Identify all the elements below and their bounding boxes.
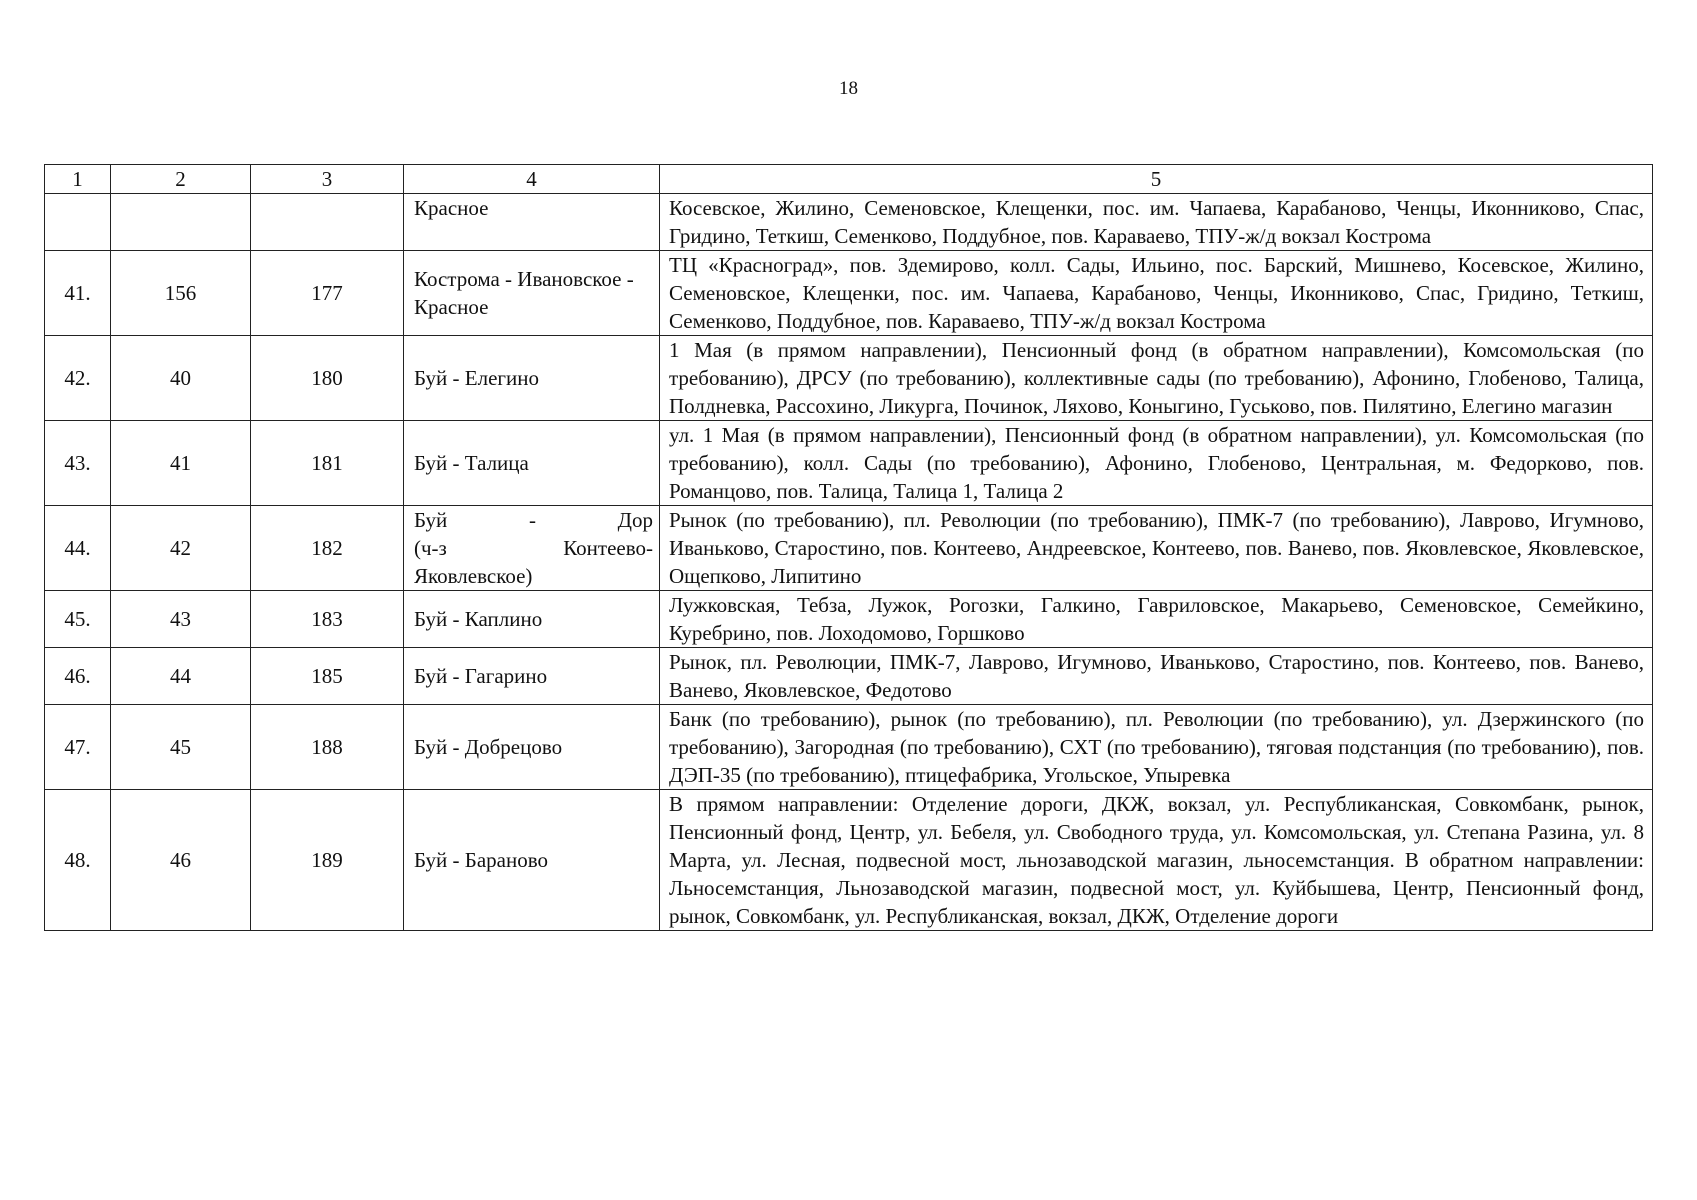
registry-number-cell: 42 (111, 506, 251, 591)
table-row (45, 421, 1653, 506)
route-name-cell: Буй - Добрецово (404, 705, 660, 790)
registry-number-cell (111, 194, 251, 251)
stops-cell: Косевское, Жилино, Семеновское, Клещенки, пос. им. Чапаева, Карабаново, Ченцы, Иконниково, Спас, Гридино, Теткиш, Семенково, Поддубное, пов. Караваево, ТПУ-ж/д вокзал Кострома (660, 194, 1653, 251)
route-name-line: Яковлевское) (414, 564, 533, 588)
registry-number-cell: 41 (111, 421, 251, 506)
registry-number-cell: 46 (111, 790, 251, 931)
row-number-cell: 42. (45, 336, 111, 421)
column-header-1: 1 (45, 165, 111, 194)
column-header-5: 5 (660, 165, 1653, 194)
route-name-cell: Кострома - Ивановское - Красное (404, 251, 660, 336)
route-name-cell: Буй - Гагарино (404, 648, 660, 705)
registry-number-cell: 43 (111, 591, 251, 648)
registry-number-cell: 44 (111, 648, 251, 705)
route-name-line: (ч-з Контеево- (414, 536, 653, 560)
stops-cell: Банк (по требованию), рынок (по требованию), пл. Революции (по требованию), ул. Дзержинского (по требованию), Загородная (по требованию), СХТ (по требованию), тяговая подстанция (по требованию), пов. ДЭП-35 (по требованию), птицефабрика, Угольское, Упыревка (660, 705, 1653, 790)
route-name-cell: Буй - Елегино (404, 336, 660, 421)
row-number-cell: 41. (45, 251, 111, 336)
row-number-cell: 44. (45, 506, 111, 591)
route-number-cell: 182 (251, 506, 404, 591)
route-number-cell: 181 (251, 421, 404, 506)
route-number-cell: 177 (251, 251, 404, 336)
column-header-3: 3 (251, 165, 404, 194)
registry-number-cell: 45 (111, 705, 251, 790)
routes-table (44, 164, 1653, 931)
row-number-cell: 47. (45, 705, 111, 790)
table-row-continuation (45, 194, 1653, 251)
route-name-cell: Буй - Бараново (404, 790, 660, 931)
table-row (45, 705, 1653, 790)
table-row (45, 591, 1653, 648)
route-name-cell: Красное (404, 194, 660, 251)
stops-cell: Лужковская, Тебза, Лужок, Рогозки, Галкино, Гавриловское, Макарьево, Семеновское, Семейкино, Куребрино, пов. Лоходомово, Горшково (660, 591, 1653, 648)
stops-cell: Рынок, пл. Революции, ПМК-7, Лаврово, Игумново, Иваньково, Старостино, пов. Контеево, пов. Ванево, Ванево, Яковлевское, Федотово (660, 648, 1653, 705)
route-number-cell: 185 (251, 648, 404, 705)
column-header-2: 2 (111, 165, 251, 194)
route-name-cell (404, 506, 660, 591)
stops-cell: ТЦ «Красноград», пов. Здемирово, колл. Сады, Ильино, пос. Барский, Мишнево, Косевское, Жилино, Семеновское, Клещенки, пос. им. Чапаева, Карабаново, Ченцы, Иконниково, Спас, Гридино, Теткиш, Семенково, Поддубное, пов. Караваево, ТПУ-ж/д вокзал Кострома (660, 251, 1653, 336)
registry-number-cell: 40 (111, 336, 251, 421)
row-number-cell: 43. (45, 421, 111, 506)
row-number-cell: 45. (45, 591, 111, 648)
column-header-4: 4 (404, 165, 660, 194)
table-row (45, 336, 1653, 421)
route-number-cell: 189 (251, 790, 404, 931)
page-number: 18 (839, 78, 858, 99)
table-row (45, 251, 1653, 336)
route-number-cell: 188 (251, 705, 404, 790)
route-number-cell (251, 194, 404, 251)
stops-cell: В прямом направлении: Отделение дороги, ДКЖ, вокзал, ул. Республиканская, Совкомбанк, рынок, Пенсионный фонд, Центр, ул. Бебеля, ул. Свободного труда, ул. Комсомольская, ул. Степана Разина, ул. 8 Марта, ул. Лесная, подвесной мост, льнозаводской магазин, льносемстанция. В обратном направлении: Льносемстанция, Льнозаводской магазин, подвесной мост, ул. Куйбышева, Центр, Пенсионный фонд, рынок, Совкомбанк, ул. Республиканская, вокзал, ДКЖ, Отделение дороги (660, 790, 1653, 931)
row-number-cell: 46. (45, 648, 111, 705)
route-name-cell: Буй - Каплино (404, 591, 660, 648)
route-number-cell: 183 (251, 591, 404, 648)
table-row (45, 506, 1653, 591)
registry-number-cell: 156 (111, 251, 251, 336)
stops-cell: Рынок (по требованию), пл. Революции (по требованию), ПМК-7 (по требованию), Лаврово, Игумново, Иваньково, Старостино, пов. Контеево, Андреевское, Контеево, пов. Ванево, пов. Яковлевское, Яковлевское, Ощепково, Липитино (660, 506, 1653, 591)
table-row (45, 648, 1653, 705)
route-name-line: Буй - Дор (414, 508, 653, 532)
route-name-cell: Буй - Талица (404, 421, 660, 506)
row-number-cell: 48. (45, 790, 111, 931)
route-number-cell: 180 (251, 336, 404, 421)
stops-cell: 1 Мая (в прямом направлении), Пенсионный фонд (в обратном направлении), Комсомольская (по требованию), ДРСУ (по требованию), коллективные сады (по требованию), Афонино, Глобеново, Талица, Полдневка, Рассохино, Ликурга, Починок, Ляхово, Коныгино, Гуськово, пов. Пилятино, Елегино магазин (660, 336, 1653, 421)
row-number-cell (45, 194, 111, 251)
table-header-row (45, 165, 1653, 194)
table-row (45, 790, 1653, 931)
stops-cell: ул. 1 Мая (в прямом направлении), Пенсионный фонд (в обратном направлении), ул. Комсомольская (по требованию), колл. Сады (по требованию), Афонино, Глобеново, Центральная, м. Федорково, пов. Романцово, пов. Талица, Талица 1, Талица 2 (660, 421, 1653, 506)
